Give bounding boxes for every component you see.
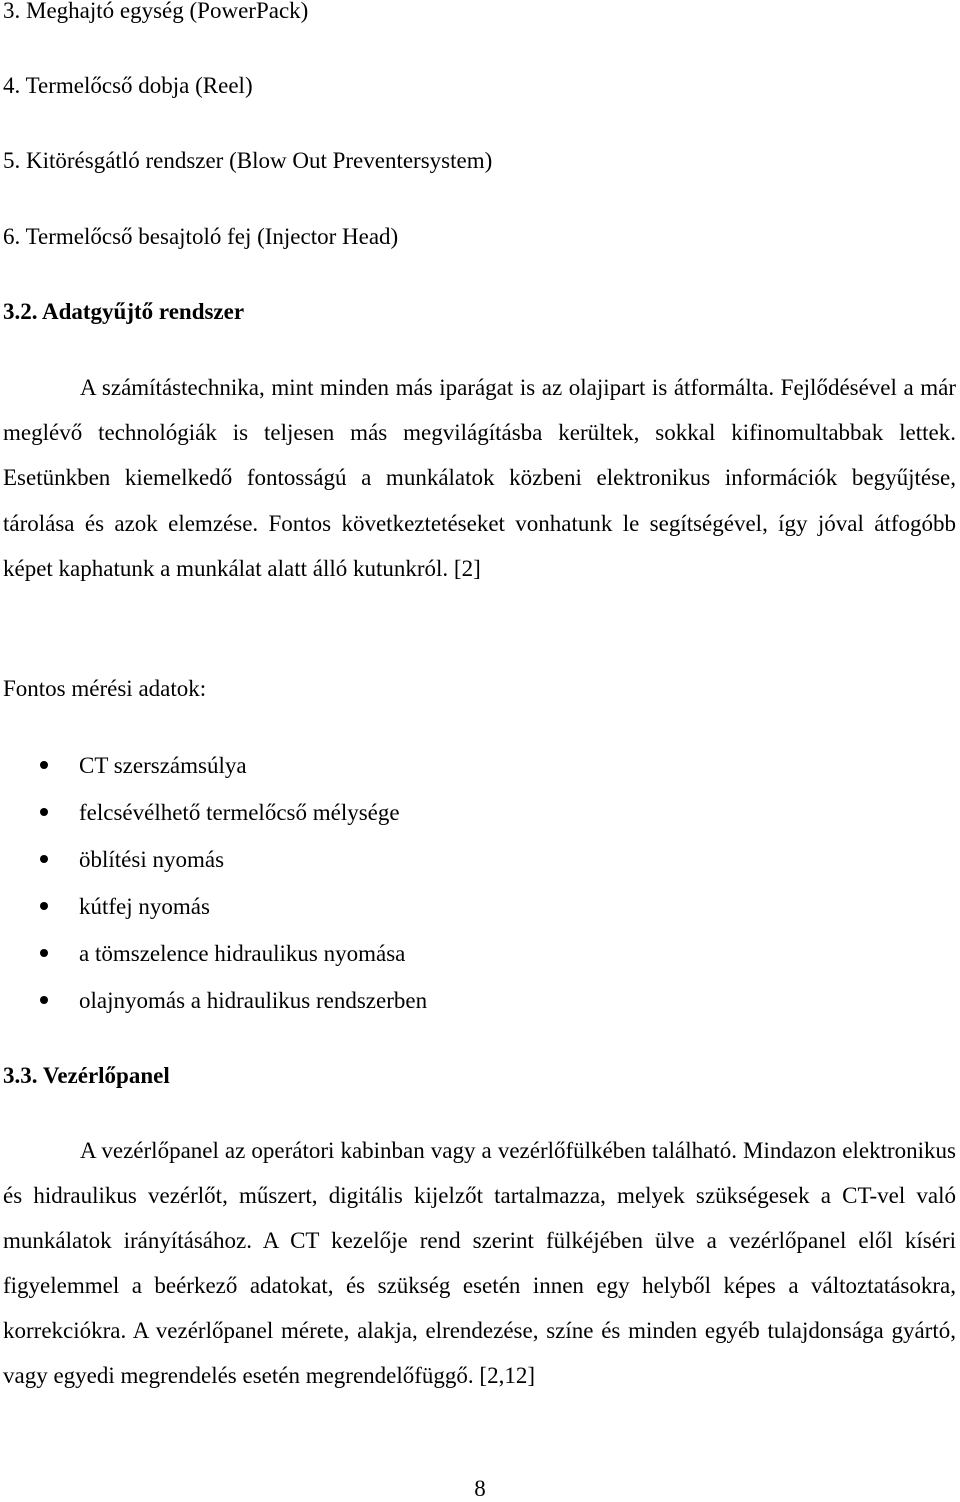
bullet-icon: [40, 902, 48, 910]
bullet-icon: [40, 949, 48, 957]
list-item-injector-head: 6. Termelőcső besajtoló fej (Injector Head): [3, 224, 399, 249]
paragraph-data-acquisition: A számítástechnika, mint minden más iparágat is az olajipart is átformálta. Fejlődésével a már meglévő technológiák is teljesen más megvilágításba kerültek, sokkal kifinomultabbak lettek. Esetünkben kiemelkedő fontosságú a munkálatok közbeni elektronikus információk begyűjtése, tárolása és azok elemzése. Fontos következtetéseket vonhatunk le segítségével, így jóval átfogóbb képet kaphatunk a munkálat alatt álló kutunkról. [2]: [3, 375, 956, 581]
list-item: öblítési nyomás: [0, 836, 427, 883]
page-number: 8: [474, 1476, 486, 1501]
section-heading-control-panel: 3.3. Vezérlőpanel: [3, 1063, 170, 1088]
list-item-bop: 5. Kitörésgátló rendszer (Blow Out Preventersystem): [3, 148, 493, 173]
list-item: olajnyomás a hidraulikus rendszerben: [0, 977, 427, 1024]
paragraph-control-panel: A vezérlőpanel az operátori kabinban vagy a vezérlőfülkében található. Mindazon elektronikus és hidraulikus vezérlőt, műszert, digitális kijelzőt tartalmazza, melyek szükségesek a CT-vel való munkálatok irányításához. A CT kezelője rend szerint fülkéjében ülve a vezérlőpanel elől kíséri figyelemmel a beérkező adatokat, és szükség esetén innen egy helyből képes a változtatásokra, korrekciókra. A vezérlőpanel mérete, alakja, elrendezése, színe és minden egyéb tulajdonsága gyártó, vagy egyedi megrendelés esetén megrendelőfüggő. [2,12]: [3, 1138, 956, 1388]
list-item: CT szerszámsúlya: [0, 742, 427, 789]
section-heading-data-acquisition: 3.2. Adatgyűjtő rendszer: [3, 299, 245, 324]
measurements-list: [0, 742, 427, 1024]
list-item-reel: 4. Termelőcső dobja (Reel): [3, 73, 253, 98]
list-item-powerpack: 3. Meghajtó egység (PowerPack): [3, 0, 309, 23]
bullet-icon: [40, 761, 48, 769]
list-item: a tömszelence hidraulikus nyomása: [0, 930, 427, 977]
measurements-label: Fontos mérési adatok:: [3, 676, 207, 701]
bullet-icon: [40, 855, 48, 863]
bullet-icon: [40, 808, 48, 816]
list-item: felcsévélhető termelőcső mélysége: [0, 789, 427, 836]
list-item: kútfej nyomás: [0, 883, 427, 930]
bullet-icon: [40, 996, 48, 1004]
